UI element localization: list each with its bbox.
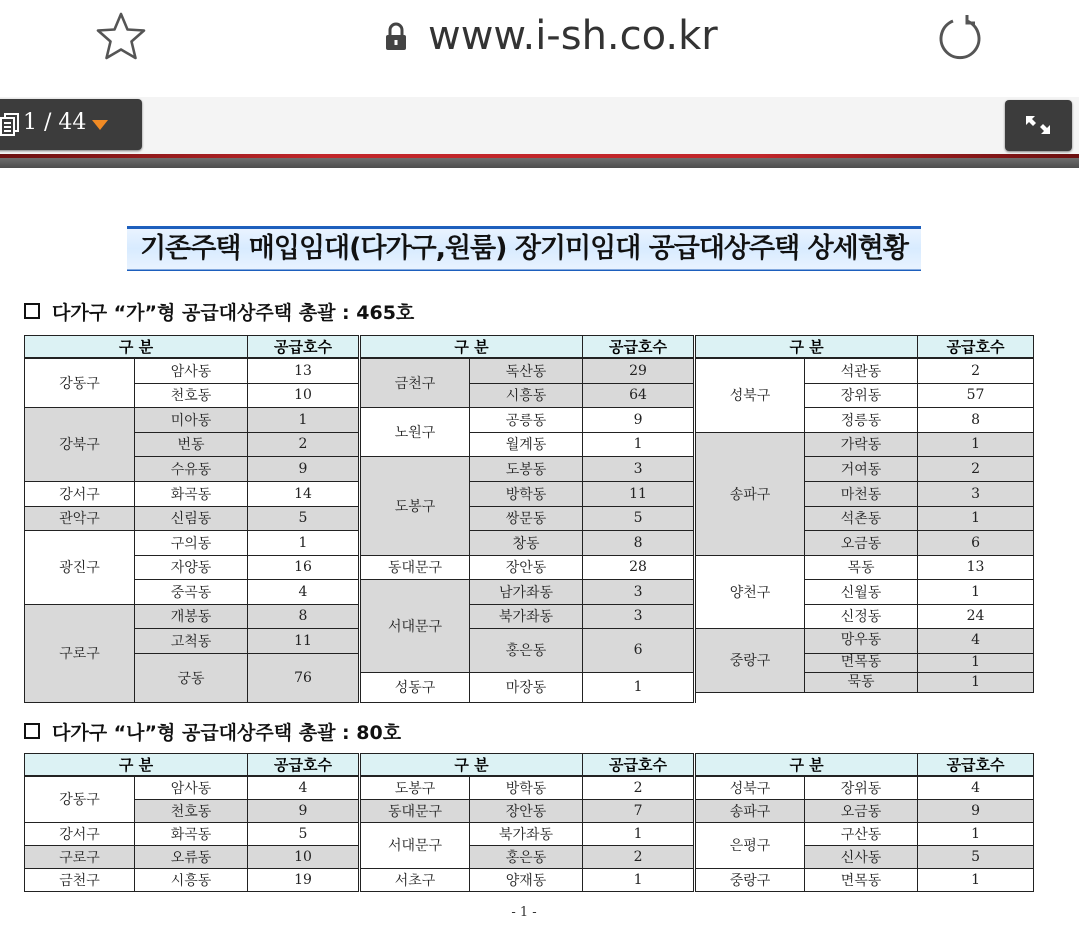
dong-cell: 도봉동 bbox=[470, 456, 583, 481]
district-cell: 성북구 bbox=[695, 358, 805, 432]
table-row bbox=[25, 776, 1034, 799]
dong-cell: 묵동 bbox=[805, 672, 918, 692]
district-cell: 도봉구 bbox=[360, 776, 470, 799]
district-cell: 강서구 bbox=[25, 481, 135, 506]
count-cell: 2 bbox=[583, 845, 695, 868]
dong-cell: 천호동 bbox=[135, 383, 248, 407]
dong-cell: 정릉동 bbox=[805, 407, 918, 432]
count-cell: 2 bbox=[918, 456, 1034, 481]
count-cell: 3 bbox=[918, 481, 1034, 506]
table-row bbox=[25, 628, 1034, 653]
table-row bbox=[25, 555, 1034, 579]
count-cell: 3 bbox=[583, 579, 695, 604]
count-cell: 64 bbox=[583, 383, 695, 407]
section2-heading bbox=[24, 718, 401, 745]
district-cell: 서대문구 bbox=[360, 579, 470, 672]
count-cell: 19 bbox=[248, 868, 360, 891]
dong-cell: 화곡동 bbox=[135, 481, 248, 506]
dong-cell: 면목동 bbox=[805, 868, 918, 891]
table-row bbox=[25, 530, 1034, 555]
section1-table bbox=[24, 335, 1034, 703]
district-cell: 중랑구 bbox=[695, 868, 805, 891]
district-cell: 광진구 bbox=[25, 530, 135, 604]
header-gubun: 구 분 bbox=[25, 754, 248, 777]
district-cell: 도봉구 bbox=[360, 456, 470, 555]
table-row bbox=[25, 868, 1034, 891]
header-gubun: 구 분 bbox=[695, 754, 918, 777]
dong-cell: 방학동 bbox=[470, 481, 583, 506]
dong-cell: 암사동 bbox=[135, 776, 248, 799]
count-cell: 1 bbox=[583, 868, 695, 891]
dong-cell: 시흥동 bbox=[135, 868, 248, 891]
toolbar-shadow bbox=[0, 158, 1079, 168]
dong-cell: 장위동 bbox=[805, 776, 918, 799]
section1-heading bbox=[24, 298, 414, 325]
table-row bbox=[25, 604, 1034, 628]
count-cell: 2 bbox=[583, 776, 695, 799]
count-cell: 7 bbox=[583, 799, 695, 822]
count-cell: 1 bbox=[918, 579, 1034, 604]
count-cell: 9 bbox=[583, 407, 695, 432]
browser-address-bar bbox=[0, 0, 1079, 82]
dong-cell: 마장동 bbox=[470, 672, 583, 702]
count-cell: 14 bbox=[248, 481, 360, 506]
count-cell: 3 bbox=[583, 456, 695, 481]
dong-cell: 암사동 bbox=[135, 358, 248, 383]
dong-cell: 독산동 bbox=[470, 358, 583, 383]
dong-cell: 양재동 bbox=[470, 868, 583, 891]
section2-title: 다가구 “나”형 공급대상주택 총괄 : 80호 bbox=[52, 722, 402, 744]
count-cell: 1 bbox=[583, 432, 695, 456]
reload-icon[interactable] bbox=[934, 12, 986, 64]
page-footer: - 1 - bbox=[511, 905, 537, 920]
dong-cell: 장위동 bbox=[805, 383, 918, 407]
count-cell: 5 bbox=[248, 822, 360, 845]
district-cell: 성동구 bbox=[360, 672, 470, 702]
count-cell: 76 bbox=[248, 653, 360, 702]
dong-cell: 북가좌동 bbox=[470, 822, 583, 845]
dong-cell: 개봉동 bbox=[135, 604, 248, 628]
count-cell: 16 bbox=[248, 555, 360, 579]
count-cell: 1 bbox=[918, 653, 1034, 672]
district-cell: 송파구 bbox=[695, 799, 805, 822]
count-cell: 9 bbox=[248, 456, 360, 481]
dong-cell: 구산동 bbox=[805, 822, 918, 845]
dong-cell: 번동 bbox=[135, 432, 248, 456]
district-cell: 은평구 bbox=[695, 822, 805, 868]
header-count: 공급호수 bbox=[248, 336, 360, 359]
table-row bbox=[25, 579, 1034, 604]
district-cell: 구로구 bbox=[25, 845, 135, 868]
dong-cell: 남가좌동 bbox=[470, 579, 583, 604]
district-cell: 금천구 bbox=[360, 358, 470, 407]
fullscreen-icon bbox=[1024, 114, 1052, 136]
dong-cell: 궁동 bbox=[135, 653, 248, 702]
count-cell: 11 bbox=[248, 628, 360, 653]
table-row bbox=[25, 799, 1034, 822]
viewer-toolbar bbox=[0, 97, 1079, 155]
dong-cell: 미아동 bbox=[135, 407, 248, 432]
district-cell: 양천구 bbox=[695, 555, 805, 628]
count-cell: 9 bbox=[248, 799, 360, 822]
dong-cell: 천호동 bbox=[135, 799, 248, 822]
count-cell: 1 bbox=[583, 822, 695, 845]
count-cell: 4 bbox=[918, 776, 1034, 799]
header-count: 공급호수 bbox=[918, 754, 1034, 777]
district-cell: 강동구 bbox=[25, 776, 135, 822]
dong-cell: 고척동 bbox=[135, 628, 248, 653]
dong-cell: 목동 bbox=[805, 555, 918, 579]
count-cell: 10 bbox=[248, 845, 360, 868]
dong-cell: 신사동 bbox=[805, 845, 918, 868]
count-cell: 1 bbox=[248, 530, 360, 555]
dong-cell: 오금동 bbox=[805, 530, 918, 555]
count-cell: 1 bbox=[918, 506, 1034, 530]
district-cell: 금천구 bbox=[25, 868, 135, 891]
dong-cell: 석관동 bbox=[805, 358, 918, 383]
header-gubun: 구 분 bbox=[695, 336, 918, 359]
count-cell: 1 bbox=[248, 407, 360, 432]
dong-cell: 구의동 bbox=[135, 530, 248, 555]
table-row bbox=[25, 383, 1034, 407]
count-cell: 1 bbox=[918, 432, 1034, 456]
page-selector-button[interactable] bbox=[0, 99, 142, 150]
dong-cell: 홍은동 bbox=[470, 845, 583, 868]
count-cell: 29 bbox=[583, 358, 695, 383]
document-title: 기존주택 매입임대(다가구,원룸) 장기미임대 공급대상주택 상세현황 bbox=[140, 233, 908, 264]
page-indicator: 1 / 44 bbox=[23, 110, 87, 135]
header-count: 공급호수 bbox=[918, 336, 1034, 359]
count-cell: 5 bbox=[918, 845, 1034, 868]
district-cell: 중랑구 bbox=[695, 628, 805, 692]
count-cell: 11 bbox=[583, 481, 695, 506]
district-cell: 강동구 bbox=[25, 358, 135, 407]
count-cell: 1 bbox=[918, 822, 1034, 845]
table-row bbox=[25, 432, 1034, 456]
table-row bbox=[25, 358, 1034, 383]
district-cell: 강서구 bbox=[25, 822, 135, 845]
dong-cell: 석촌동 bbox=[805, 506, 918, 530]
dong-cell: 가락동 bbox=[805, 432, 918, 456]
url-text[interactable]: www.i-sh.co.kr bbox=[428, 13, 718, 59]
dong-cell: 방학동 bbox=[470, 776, 583, 799]
count-cell: 1 bbox=[918, 672, 1034, 692]
dong-cell: 화곡동 bbox=[135, 822, 248, 845]
dong-cell: 쌍문동 bbox=[470, 506, 583, 530]
dong-cell: 오금동 bbox=[805, 799, 918, 822]
table-row bbox=[25, 506, 1034, 530]
count-cell: 5 bbox=[583, 506, 695, 530]
header-gubun: 구 분 bbox=[25, 336, 248, 359]
table-row bbox=[25, 845, 1034, 868]
dong-cell: 거여동 bbox=[805, 456, 918, 481]
dong-cell: 신정동 bbox=[805, 604, 918, 628]
dong-cell: 신월동 bbox=[805, 579, 918, 604]
count-cell: 8 bbox=[248, 604, 360, 628]
count-cell: 5 bbox=[248, 506, 360, 530]
district-cell: 구로구 bbox=[25, 604, 135, 702]
dong-cell: 월계동 bbox=[470, 432, 583, 456]
dong-cell: 홍은동 bbox=[470, 628, 583, 672]
count-cell: 6 bbox=[583, 628, 695, 672]
header-count: 공급호수 bbox=[583, 754, 695, 777]
dong-cell: 창동 bbox=[470, 530, 583, 555]
dong-cell: 장안동 bbox=[470, 799, 583, 822]
section1-title: 다가구 “가”형 공급대상주택 총괄 : 465호 bbox=[52, 302, 415, 324]
count-cell: 1 bbox=[918, 868, 1034, 891]
district-cell: 송파구 bbox=[695, 432, 805, 555]
district-cell: 성북구 bbox=[695, 776, 805, 799]
section2-table bbox=[24, 753, 1034, 892]
count-cell: 3 bbox=[583, 604, 695, 628]
table-header-row bbox=[25, 754, 1034, 777]
count-cell: 13 bbox=[918, 555, 1034, 579]
count-cell: 1 bbox=[583, 672, 695, 702]
dong-cell: 북가좌동 bbox=[470, 604, 583, 628]
count-cell: 9 bbox=[918, 799, 1034, 822]
star-icon[interactable] bbox=[94, 10, 148, 64]
header-gubun: 구 분 bbox=[360, 336, 583, 359]
count-cell: 4 bbox=[248, 776, 360, 799]
table-row bbox=[25, 481, 1034, 506]
table-row bbox=[25, 456, 1034, 481]
count-cell: 13 bbox=[248, 358, 360, 383]
district-cell: 서초구 bbox=[360, 868, 470, 891]
table-header-row bbox=[25, 336, 1034, 359]
count-cell: 2 bbox=[918, 358, 1034, 383]
dong-cell: 마천동 bbox=[805, 481, 918, 506]
count-cell: 6 bbox=[918, 530, 1034, 555]
count-cell: 57 bbox=[918, 383, 1034, 407]
dong-cell: 망우동 bbox=[805, 628, 918, 653]
dong-cell: 공릉동 bbox=[470, 407, 583, 432]
header-gubun: 구 분 bbox=[360, 754, 583, 777]
count-cell: 10 bbox=[248, 383, 360, 407]
count-cell: 2 bbox=[248, 432, 360, 456]
dong-cell: 오류동 bbox=[135, 845, 248, 868]
checkbox-square-icon bbox=[24, 723, 40, 739]
dong-cell: 장안동 bbox=[470, 555, 583, 579]
count-cell: 8 bbox=[583, 530, 695, 555]
pages-icon bbox=[0, 113, 20, 137]
count-cell: 4 bbox=[248, 579, 360, 604]
header-count: 공급호수 bbox=[248, 754, 360, 777]
dong-cell: 시흥동 bbox=[470, 383, 583, 407]
header-count: 공급호수 bbox=[583, 336, 695, 359]
district-cell: 노원구 bbox=[360, 407, 470, 456]
table-row bbox=[25, 822, 1034, 845]
table-row bbox=[25, 407, 1034, 432]
count-cell: 4 bbox=[918, 628, 1034, 653]
dong-cell: 수유동 bbox=[135, 456, 248, 481]
checkbox-square-icon bbox=[24, 303, 40, 319]
dong-cell: 신림동 bbox=[135, 506, 248, 530]
count-cell: 8 bbox=[918, 407, 1034, 432]
district-cell: 동대문구 bbox=[360, 799, 470, 822]
count-cell: 24 bbox=[918, 604, 1034, 628]
district-cell: 동대문구 bbox=[360, 555, 470, 579]
district-cell: 서대문구 bbox=[360, 822, 470, 868]
count-cell: 28 bbox=[583, 555, 695, 579]
dong-cell: 중곡동 bbox=[135, 579, 248, 604]
fullscreen-button[interactable] bbox=[1005, 100, 1072, 151]
dong-cell: 자양동 bbox=[135, 555, 248, 579]
district-cell: 강북구 bbox=[25, 407, 135, 481]
dropdown-arrow-icon bbox=[92, 120, 108, 130]
lock-icon bbox=[384, 22, 408, 52]
document-title-banner bbox=[127, 226, 921, 271]
dong-cell: 면목동 bbox=[805, 653, 918, 672]
district-cell: 관악구 bbox=[25, 506, 135, 530]
